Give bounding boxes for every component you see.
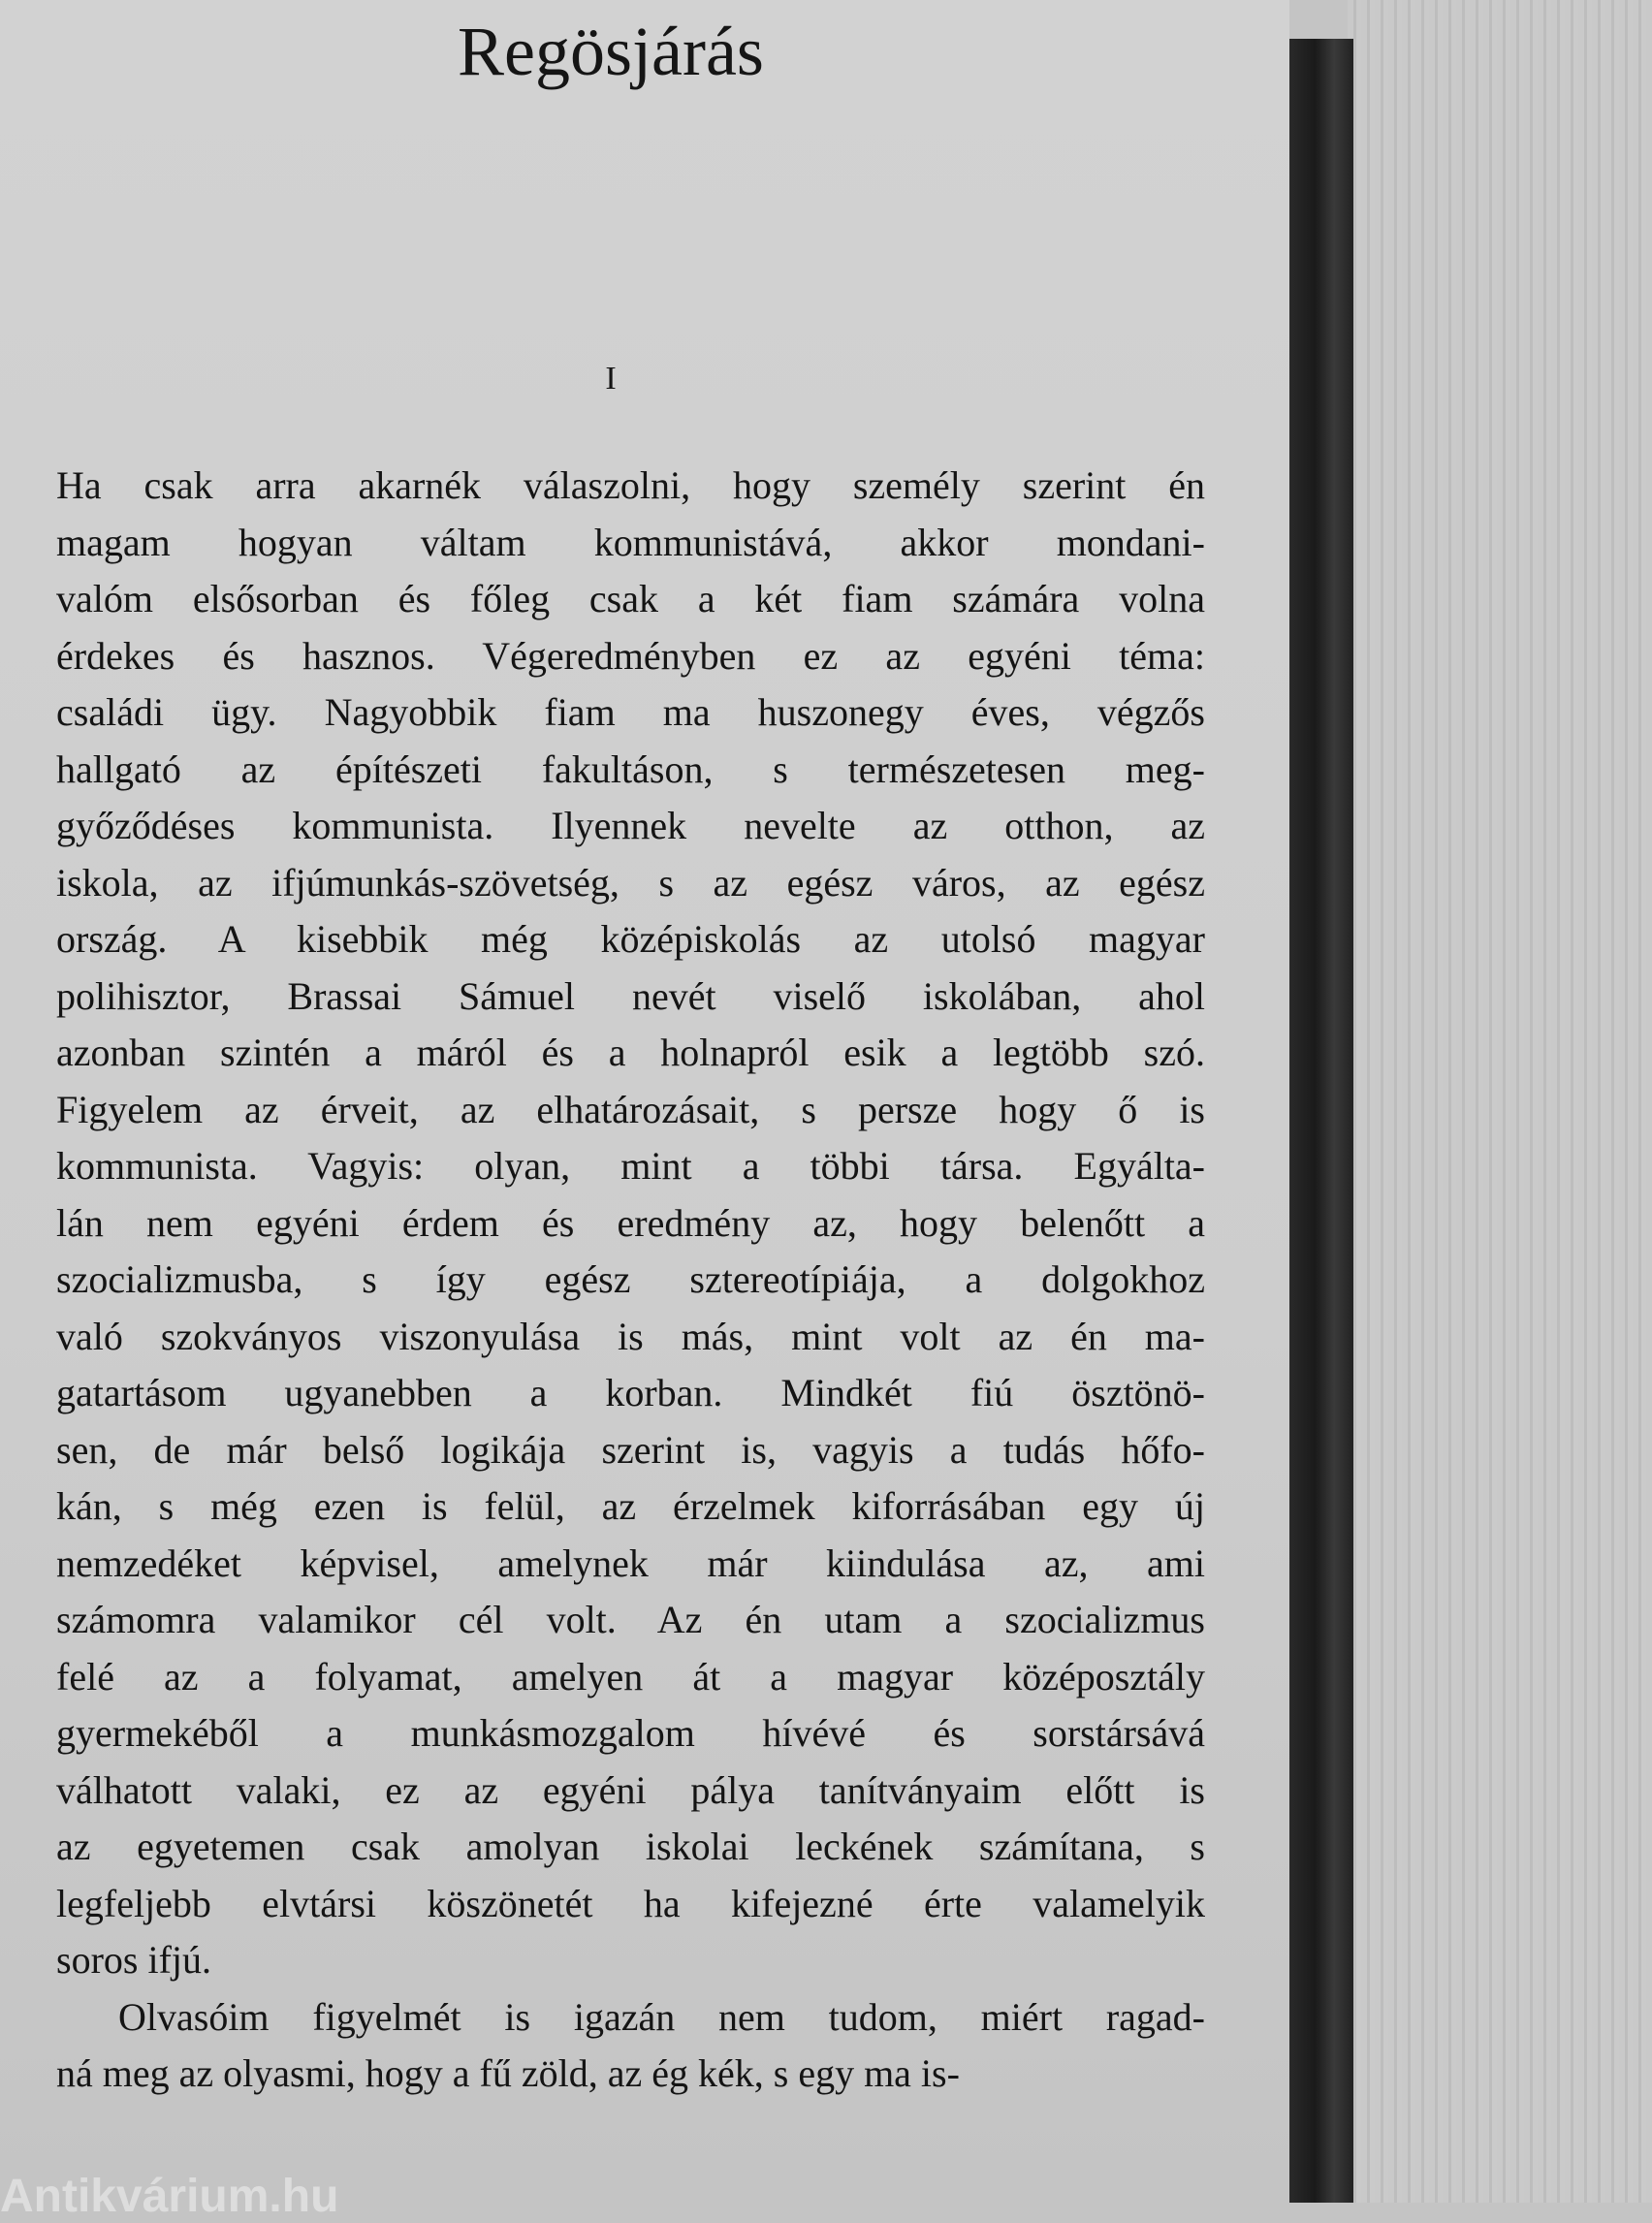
text-line: ná meg az olyasmi, hogy a fű zöld, az ég kék, s egy ma is- (56, 2051, 960, 2095)
text-line: azonban szintén a máról és a holnapról esik a legtöbb szó. (56, 1031, 1205, 1074)
text-line: ország. A kisebbik még középiskolás az utolsó magyar (56, 917, 1205, 961)
text-line: legfeljebb elvtársi köszönetét ha kifejezné érte valamelyik (56, 1881, 1205, 1925)
body-text (56, 458, 1205, 2103)
text-line: gatartásom ugyanebben a korban. Mindkét fiú ösztönö- (56, 1371, 1205, 1414)
watermark: Antikvárium.hu (0, 2171, 339, 2222)
text-line: nemzedéket képvisel, amelynek már kiindulása az, ami (56, 1540, 1205, 1585)
text-line: hallgató az építészeti fakultáson, s természetesen meg- (56, 746, 1205, 791)
background-wall (1348, 0, 1652, 2203)
text-line: érdekes és hasznos. Végeredményben ez az egyéni téma: (56, 633, 1205, 678)
text-line: polihisztor, Brassai Sámuel nevét viselő iskolában, ahol (56, 973, 1205, 1018)
page-title: Regösjárás (458, 13, 764, 90)
text-line: kán, s még ezen is felül, az érzelmek kiforrásában egy új (56, 1484, 1205, 1528)
text-line: válhatott valaki, ez az egyéni pálya tanítványaim előtt is (56, 1767, 1205, 1812)
text-line: sen, de már belső logikája szerint is, vagyis a tudás hőfo- (56, 1427, 1205, 1472)
text-line: családi ügy. Nagyobbik fiam ma huszonegy éves, végzős (56, 690, 1205, 734)
text-line: való szokványos viszonyulása is más, mint volt az én ma- (56, 1314, 1205, 1358)
text-line: magam hogyan váltam kommunistává, akkor mondani- (56, 520, 1205, 564)
text-line: felé az a folyamat, amelyen át a magyar középosztály (56, 1654, 1205, 1699)
text-line: gyermekéből a munkásmozgalom hívévé és sorstársává (56, 1711, 1205, 1755)
text-line: szocializmusba, s így egész sztereotípiája, a dolgokhoz (56, 1257, 1205, 1301)
text-line: Ha csak arra akarnék válaszolni, hogy személy szerint én (56, 463, 1205, 507)
text-line: lán nem egyéni érdem és eredmény az, hogy belenőtt a (56, 1200, 1205, 1245)
chapter-number: I (605, 361, 617, 397)
text-line: iskola, az ifjúmunkás-szövetség, s az egész város, az egész (56, 860, 1205, 905)
book-cover-edge (1289, 39, 1353, 2203)
text-line: győződéses kommunista. Ilyennek nevelte az otthon, az (56, 804, 1205, 847)
text-line: az egyetemen csak amolyan iskolai leckének számítana, s (56, 1825, 1205, 1868)
text-line: Olvasóim figyelmét is igazán nem tudom, miért ragad- (118, 1994, 1205, 2039)
text-line: kommunista. Vagyis: olyan, mint a többi társa. Egyálta- (56, 1144, 1205, 1188)
text-line: számomra valamikor cél volt. Az én utam a szocializmus (56, 1598, 1205, 1641)
text-line: Figyelem az érveit, az elhatározásait, s persze hogy ő is (56, 1087, 1205, 1131)
text-line: soros ifjú. (56, 1938, 211, 1982)
text-line: valóm elsősorban és főleg csak a két fiam számára volna (56, 577, 1205, 620)
